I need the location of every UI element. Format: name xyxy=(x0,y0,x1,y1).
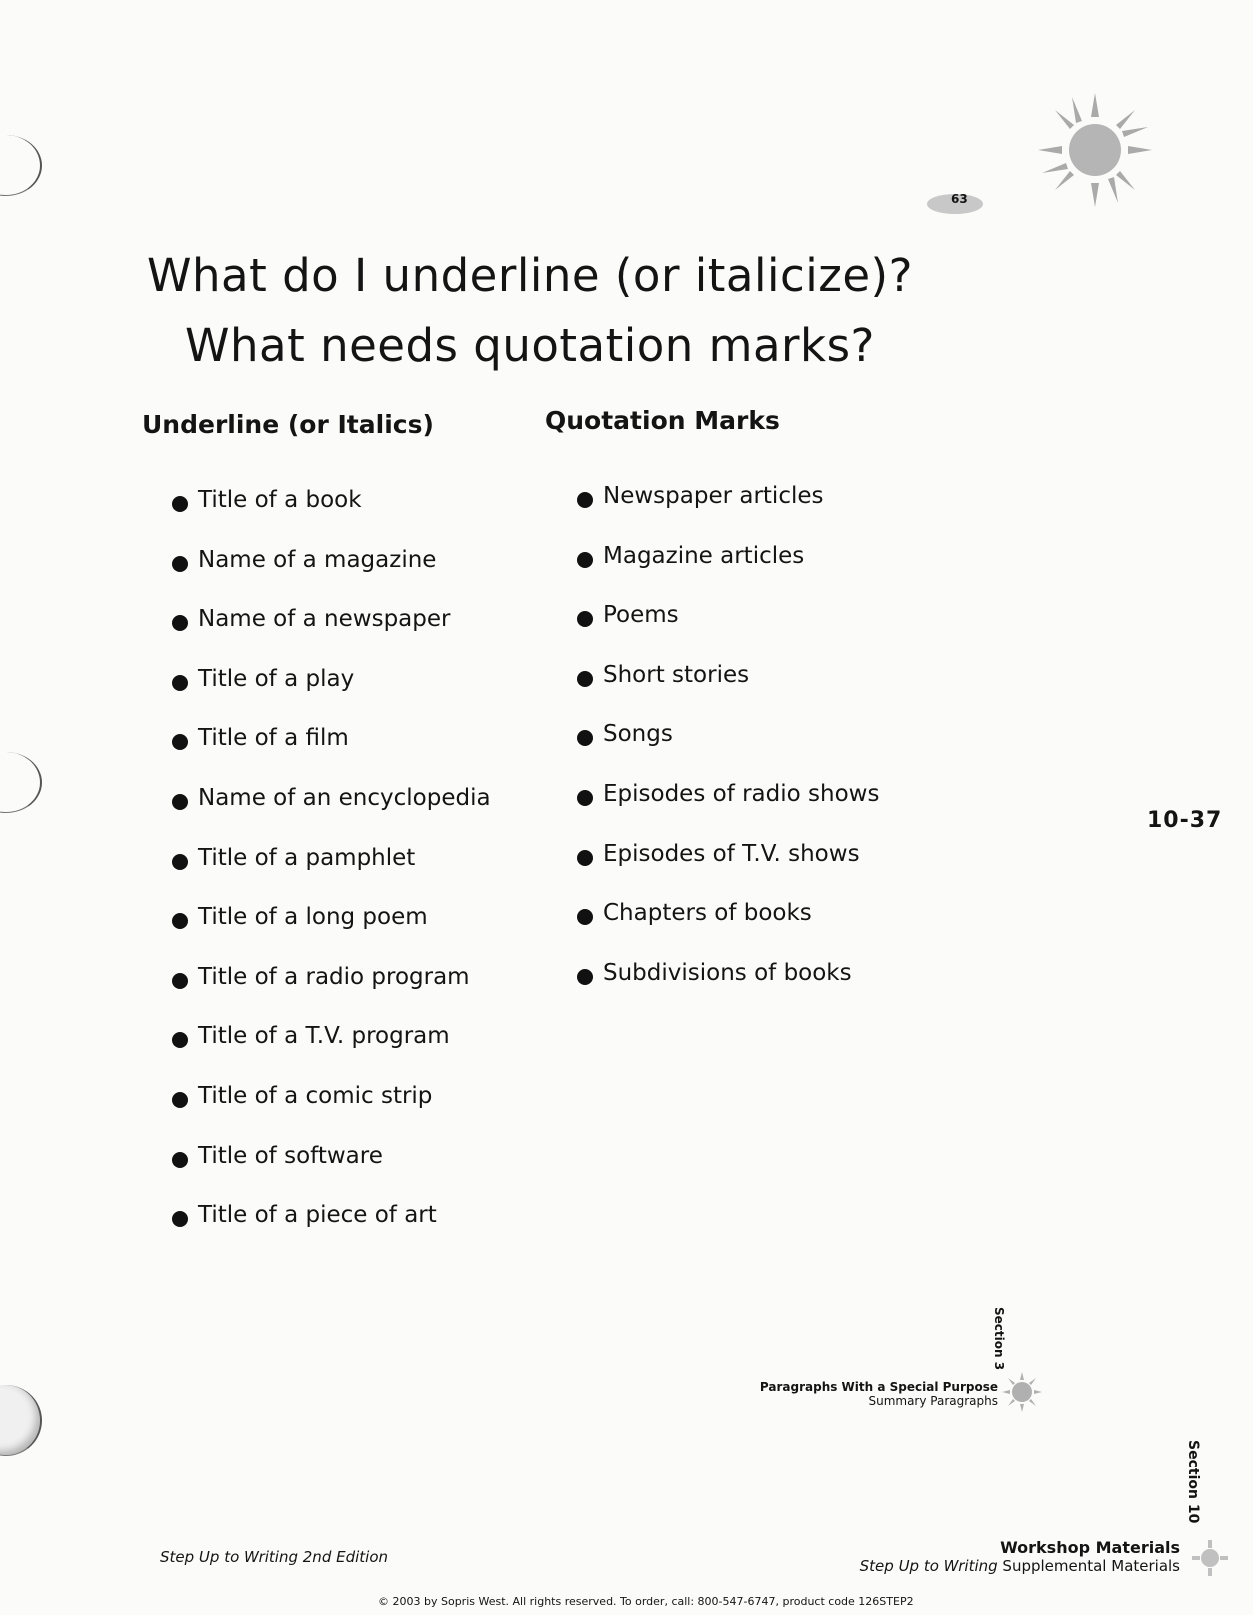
bullet-icon xyxy=(577,850,593,866)
bullet-icon xyxy=(172,1092,188,1108)
bullet-icon xyxy=(172,556,188,572)
bullet-icon xyxy=(172,734,188,750)
list-item: Newspaper articles xyxy=(577,483,879,543)
section-3-label: Section 3 xyxy=(992,1307,1006,1371)
list-item: Title of software xyxy=(172,1143,491,1203)
list-item: Title of a film xyxy=(172,725,491,785)
bullet-icon xyxy=(172,1032,188,1048)
list-item: Title of a pamphlet xyxy=(172,845,491,905)
list-item: Chapters of books xyxy=(577,900,879,960)
inner-footer-subtitle: Summary Paragraphs xyxy=(868,1394,998,1408)
footer-sun-icon xyxy=(1190,1538,1230,1578)
bullet-icon xyxy=(577,909,593,925)
list-item: Title of a radio program xyxy=(172,964,491,1024)
bullet-icon xyxy=(577,790,593,806)
bullet-icon xyxy=(172,854,188,870)
quotation-list xyxy=(577,483,879,1019)
footer-book-edition: Step Up to Writing 2nd Edition xyxy=(160,1548,389,1566)
workshop-subtitle xyxy=(820,1557,1180,1575)
left-column-heading: Underline (or Italics) xyxy=(142,410,434,439)
page-title-line1: What do I underline (or italicize)? xyxy=(147,249,913,302)
sun-icon xyxy=(1030,85,1160,215)
bullet-icon xyxy=(172,1152,188,1168)
list-item: Episodes of T.V. shows xyxy=(577,841,879,901)
list-item: Subdivisions of books xyxy=(577,960,879,1020)
bullet-icon xyxy=(172,615,188,631)
list-item: Name of a newspaper xyxy=(172,606,491,666)
bullet-icon xyxy=(172,675,188,691)
bullet-icon xyxy=(172,1211,188,1227)
list-item: Title of a comic strip xyxy=(172,1083,491,1143)
workshop-subtitle-rest: Supplemental Materials xyxy=(997,1557,1180,1575)
list-item: Title of a play xyxy=(172,666,491,726)
list-item: Name of an encyclopedia xyxy=(172,785,491,845)
workshop-footer xyxy=(820,1538,1180,1575)
bullet-icon xyxy=(172,973,188,989)
list-item: Title of a book xyxy=(172,487,491,547)
binder-hole-bottom xyxy=(0,1385,42,1456)
page-number: 10-37 xyxy=(1147,808,1223,833)
list-item: Short stories xyxy=(577,662,879,722)
list-item: Poems xyxy=(577,602,879,662)
small-page-number: 63 xyxy=(951,192,968,206)
page-title-line2: What needs quotation marks? xyxy=(185,319,875,372)
bullet-icon xyxy=(577,730,593,746)
list-item: Songs xyxy=(577,721,879,781)
workshop-subtitle-italic: Step Up to Writing xyxy=(859,1557,998,1575)
bullet-icon xyxy=(577,492,593,508)
inner-footer xyxy=(700,1380,998,1408)
section-10-label: Section 10 xyxy=(1185,1440,1201,1524)
underline-list xyxy=(172,487,491,1262)
workshop-title: Workshop Materials xyxy=(1000,1538,1180,1557)
list-item: Magazine articles xyxy=(577,543,879,603)
inner-footer-title: Paragraphs With a Special Purpose xyxy=(759,1380,998,1394)
copyright-notice: © 2003 by Sopris West. All rights reserved. To order, call: 800-547-6747, product code 126STEP2 xyxy=(378,1595,914,1608)
binder-hole-top xyxy=(0,135,42,196)
small-page-badge xyxy=(925,178,985,218)
bullet-icon xyxy=(172,496,188,512)
list-item: Episodes of radio shows xyxy=(577,781,879,841)
bullet-icon xyxy=(577,671,593,687)
list-item: Title of a piece of art xyxy=(172,1202,491,1262)
right-column-heading: Quotation Marks xyxy=(545,406,780,435)
list-item: Title of a T.V. program xyxy=(172,1023,491,1083)
bullet-icon xyxy=(172,794,188,810)
bullet-icon xyxy=(577,552,593,568)
bullet-icon xyxy=(577,969,593,985)
list-item: Title of a long poem xyxy=(172,904,491,964)
bullet-icon xyxy=(577,611,593,627)
bullet-icon xyxy=(172,913,188,929)
small-sun-icon xyxy=(1000,1370,1044,1414)
binder-hole-middle xyxy=(0,752,42,813)
list-item: Name of a magazine xyxy=(172,547,491,607)
